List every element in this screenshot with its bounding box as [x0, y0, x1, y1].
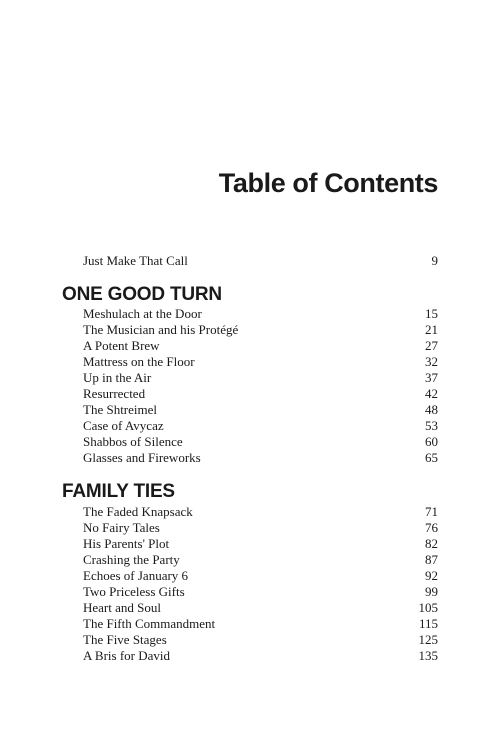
toc-entry [83, 370, 438, 386]
entry-title: A Potent Brew [83, 338, 160, 353]
entry-page-number: 21 [425, 322, 438, 337]
entry-title: Two Priceless Gifts [83, 584, 185, 599]
section-heading: ONE GOOD TURN [62, 284, 222, 305]
entry-title: His Parents' Plot [83, 536, 170, 551]
toc-entry [83, 322, 438, 338]
entry-title: The Faded Knapsack [83, 504, 193, 519]
entry-page-number: 99 [425, 584, 438, 599]
entry-title: Mattress on the Floor [83, 354, 195, 369]
toc-entry [83, 600, 438, 616]
toc-entry [83, 536, 438, 552]
toc-entry [83, 568, 438, 584]
entry-title: Echoes of January 6 [83, 568, 189, 583]
entry-page-number: 65 [425, 450, 438, 465]
toc-entry [83, 450, 438, 466]
entry-page-number: 92 [425, 568, 438, 583]
toc-entry [83, 504, 438, 520]
entry-page-number: 37 [425, 370, 438, 385]
entry-page-number: 53 [425, 418, 438, 433]
entry-title: The Five Stages [83, 632, 167, 647]
entry-title: The Musician and his Protégé [83, 322, 239, 337]
entry-title: Glasses and Fireworks [83, 450, 201, 465]
entry-title: Meshulach at the Door [83, 306, 202, 321]
entry-title: Just Make That Call [83, 253, 188, 268]
toc-entry [83, 632, 438, 648]
entry-page-number: 82 [425, 536, 438, 551]
entry-page-number: 48 [425, 402, 438, 417]
entry-title: The Shtreimel [83, 402, 158, 417]
entry-page-number: 76 [425, 520, 438, 535]
toc-entry [83, 648, 438, 664]
entry-title: Heart and Soul [83, 600, 161, 615]
entry-page-number: 60 [425, 434, 438, 449]
toc-entry [83, 434, 438, 450]
entry-title: Crashing the Party [83, 552, 180, 567]
entry-page-number: 27 [425, 338, 438, 353]
entry-page-number: 125 [418, 632, 438, 647]
toc-entry [83, 354, 438, 370]
entry-page-number: 32 [425, 354, 438, 369]
entry-title: A Bris for David [83, 648, 171, 663]
toc-entry [83, 338, 438, 354]
entry-page-number: 87 [425, 552, 438, 567]
entry-page-number: 115 [418, 616, 438, 631]
toc-entry [83, 386, 438, 402]
section-heading: FAMILY TIES [62, 481, 175, 502]
toc-entry [83, 418, 438, 434]
entry-title: Case of Avycaz [83, 418, 164, 433]
entry-page-number: 15 [425, 306, 438, 321]
toc-entry [83, 306, 438, 322]
entry-title: Shabbos of Silence [83, 434, 183, 449]
toc-entry [83, 616, 438, 632]
entry-page-number: 42 [425, 386, 438, 401]
toc-entry [83, 584, 438, 600]
entry-title: The Fifth Commandment [83, 616, 216, 631]
entry-page-number: 71 [425, 504, 438, 519]
entry-title: Up in the Air [83, 370, 152, 385]
toc-entry [83, 253, 438, 269]
toc-entry [83, 520, 438, 536]
entry-page-number: 9 [431, 253, 438, 268]
page-title: Table of Contents [218, 168, 438, 198]
entry-page-number: 105 [418, 600, 438, 615]
entry-page-number: 135 [418, 648, 438, 663]
entry-title: No Fairy Tales [83, 520, 160, 535]
toc-entry [83, 402, 438, 418]
entry-title: Resurrected [83, 386, 146, 401]
toc-entry [83, 552, 438, 568]
